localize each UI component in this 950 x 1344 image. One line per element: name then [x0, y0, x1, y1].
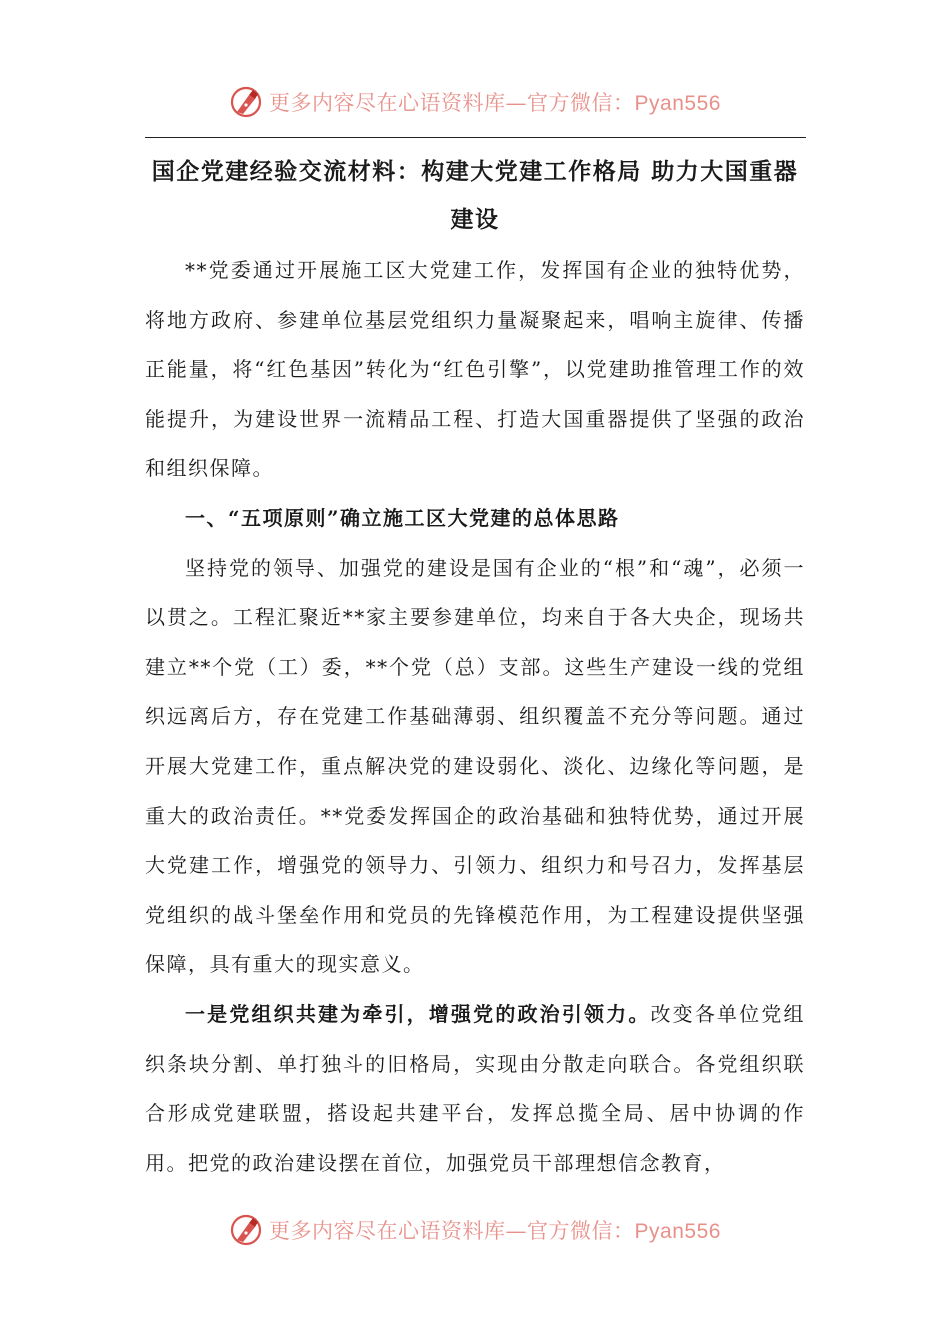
- watermark-text: 更多内容尽在心语资料库—官方微信：Pyan556: [269, 91, 721, 115]
- point-1-body: 改变各单位党组织条块分割、单打独斗的旧格局，实现由分散走向联合。各党组织联合形成党建联盟，搭设起共建平台，发挥总揽全局、居中协调的作用。把党的政治建设摆在首位，加强党员干部理想信念教育，: [145, 1001, 806, 1175]
- point-1-paragraph: [145, 990, 805, 1188]
- watermark-banner-bottom: [0, 1208, 950, 1252]
- watermark-text: 更多内容尽在心语资料库—官方微信：Pyan556: [269, 1219, 721, 1243]
- pen-nib-circle-icon: [229, 1213, 263, 1247]
- section-heading-1: 一、“五项原则”确立施工区大党建的总体思路: [185, 505, 620, 530]
- point-1-lead: 一是党组织共建为牵引，增强党的政治引领力。: [185, 1001, 651, 1026]
- document-body: [145, 148, 805, 1188]
- intro-paragraph: **党委通过开展施工区大党建工作，发挥国有企业的独特优势，将地方政府、参建单位基层党组织力量凝聚起来，唱响主旋律、传播正能量，将“红色基因”转化为“红色引擎”，以党建助推管理工作的效能提升，为建设世界一流精品工程、打造大国重器提供了坚强的政治和组织保障。: [145, 258, 805, 481]
- document-title: 国企党建经验交流材料：构建大党建工作格局 助力大国重器建设: [151, 158, 799, 233]
- watermark-banner-top: [0, 80, 950, 124]
- header-rule: [145, 137, 806, 138]
- section-1-paragraph: 坚持党的领导、加强党的建设是国有企业的“根”和“魂”，必须一以贯之。工程汇聚近**家主要参建单位，均来自于各大央企，现场共建立**个党（工）委，**个党（总）支部。这些生产建设一线的党组织远离后方，存在党建工作基础薄弱、组织覆盖不充分等问题。通过开展大党建工作，重点解决党的建设弱化、淡化、边缘化等问题，是重大的政治责任。**党委发挥国企的政治基础和独特优势，通过开展大党建工作，增强党的领导力、引领力、组织力和号召力，发挥基层党组织的战斗堡垒作用和党员的先锋模范作用，为工程建设提供坚强保障，具有重大的现实意义。: [145, 555, 805, 977]
- pen-nib-circle-icon: [229, 85, 263, 119]
